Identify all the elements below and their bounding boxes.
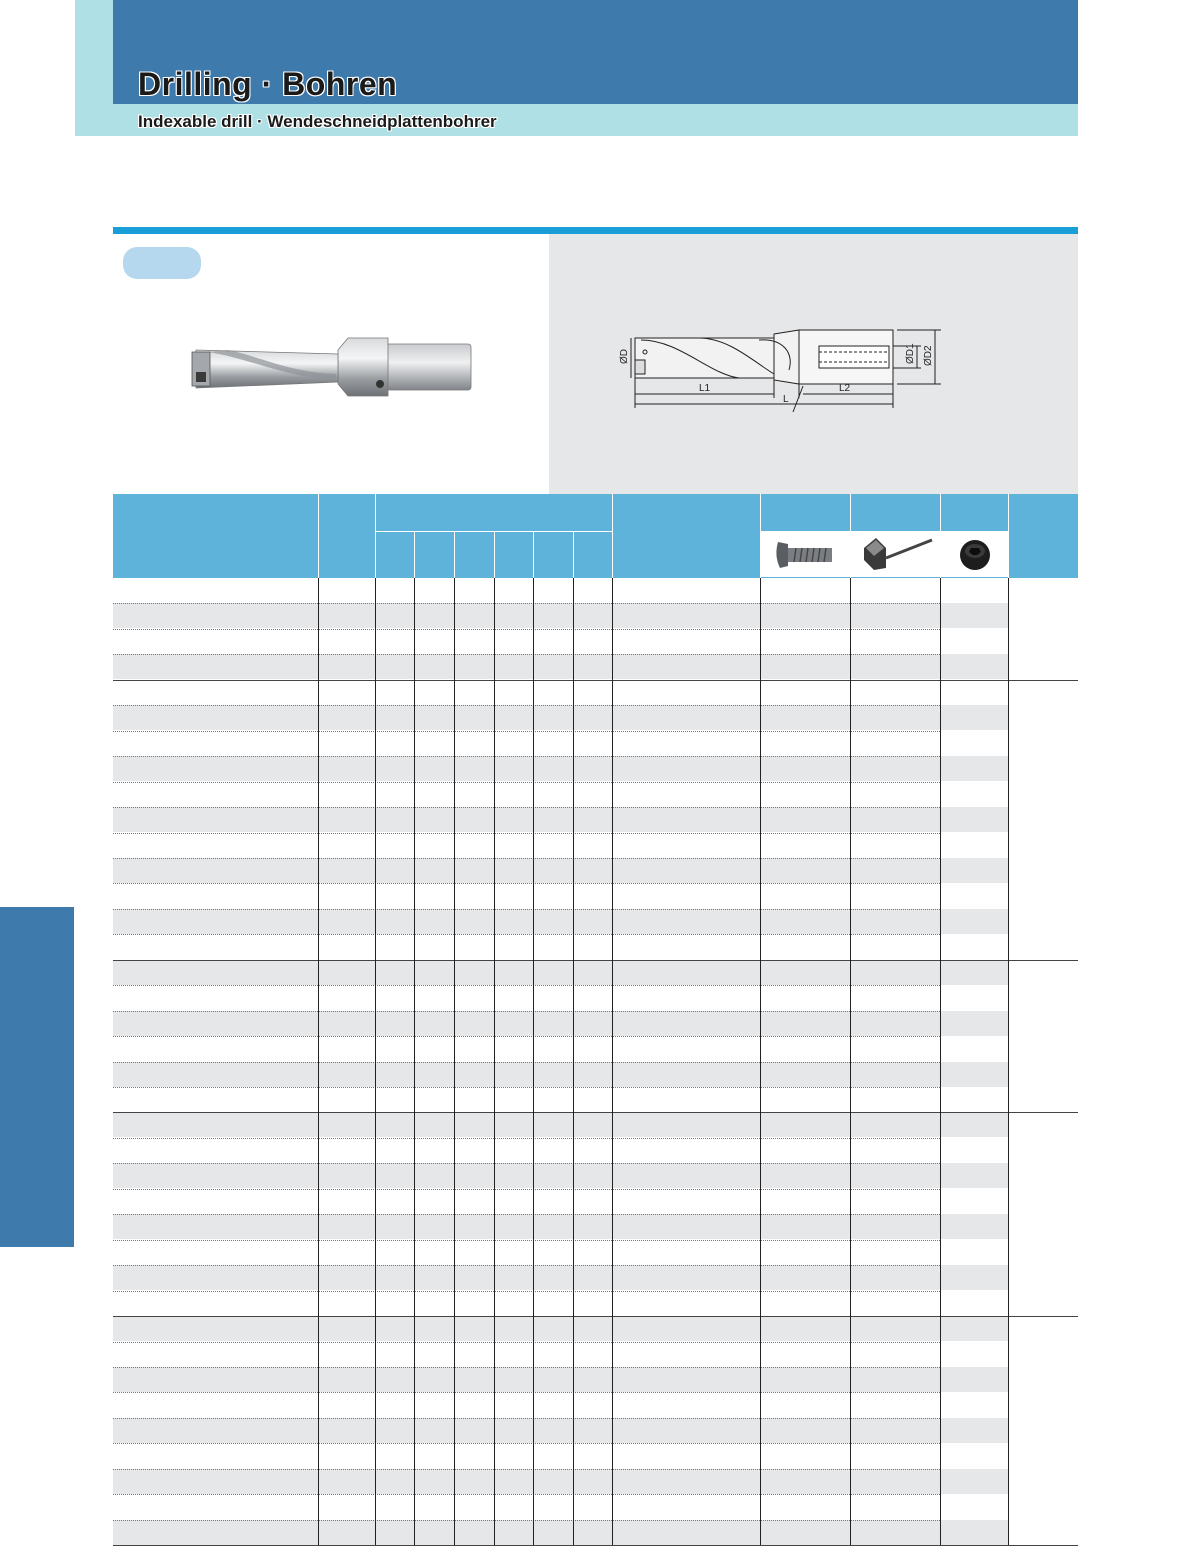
- table-row: [113, 629, 1008, 654]
- table-row: [113, 1036, 1008, 1061]
- header-left-band: [75, 0, 113, 104]
- table-row: [113, 705, 1008, 730]
- dim-label-l2: L2: [839, 383, 851, 394]
- row-divider: [113, 1291, 940, 1292]
- dim-label-d1: ØD1: [905, 343, 916, 364]
- table-row: [113, 858, 1008, 883]
- dim-label-l: L: [783, 394, 789, 405]
- header-divider: [454, 531, 455, 578]
- header-divider: [612, 494, 613, 578]
- table-row: [113, 1189, 1008, 1214]
- table-row: [113, 960, 1008, 985]
- table-row: [113, 807, 1008, 832]
- row-divider: [113, 858, 940, 859]
- row-divider: [113, 909, 940, 910]
- table-row: [113, 1418, 1008, 1443]
- set-screw-icon: [955, 537, 995, 573]
- row-divider: [113, 705, 940, 706]
- header-divider: [318, 494, 319, 578]
- row-divider: [113, 680, 1078, 681]
- dim-label-l1: L1: [699, 383, 711, 394]
- row-divider: [113, 1494, 940, 1495]
- page-subtitle: Indexable drill · Wendeschneidplattenbohrer: [138, 112, 497, 131]
- row-divider: [113, 731, 940, 732]
- table-row: [113, 578, 1008, 603]
- section-label-pill: [123, 247, 201, 279]
- row-divider: [113, 883, 940, 884]
- row-divider: [113, 1011, 940, 1012]
- header-divider: [1008, 494, 1009, 578]
- row-divider: [113, 960, 1078, 961]
- dim-label-d: ØD: [619, 349, 630, 364]
- row-divider: [113, 985, 940, 986]
- row-divider: [113, 1418, 940, 1419]
- column-divider: [414, 578, 415, 1545]
- page-title: Drilling · Bohren: [138, 66, 398, 102]
- chapter-side-tab: [0, 907, 74, 1247]
- row-divider: [113, 782, 940, 783]
- table-row: [113, 1520, 1008, 1545]
- torx-key-icon: [856, 534, 936, 574]
- row-divider: [113, 807, 940, 808]
- table-row: [113, 1112, 1008, 1137]
- table-row: [113, 1291, 1008, 1316]
- column-divider: [573, 578, 574, 1545]
- table-row: [113, 1087, 1008, 1112]
- table-bottom-rule: [113, 1545, 1078, 1546]
- row-divider: [113, 833, 940, 834]
- row-divider: [113, 1138, 940, 1139]
- column-divider: [850, 578, 851, 1545]
- column-divider: [494, 578, 495, 1545]
- table-row: [113, 1316, 1008, 1341]
- row-divider: [113, 1240, 940, 1241]
- row-divider: [113, 603, 940, 604]
- row-divider: [113, 1036, 940, 1037]
- table-row: [113, 1392, 1008, 1417]
- table-row: [113, 909, 1008, 934]
- column-divider: [612, 578, 613, 1545]
- table-row: [113, 934, 1008, 959]
- header-divider: [573, 531, 574, 578]
- table-row: [113, 782, 1008, 807]
- column-divider: [318, 578, 319, 1545]
- header-divider: [414, 531, 415, 578]
- table-row: [113, 1138, 1008, 1163]
- table-row: [113, 1062, 1008, 1087]
- row-divider: [113, 1087, 940, 1088]
- row-divider: [113, 1367, 940, 1368]
- table-row: [113, 1469, 1008, 1494]
- table-row: [113, 833, 1008, 858]
- table-row: [113, 1342, 1008, 1367]
- table-row: [113, 756, 1008, 781]
- column-divider: [375, 578, 376, 1545]
- header-divider: [494, 531, 495, 578]
- row-divider: [113, 1112, 1078, 1113]
- header-divider: [533, 531, 534, 578]
- dim-label-d2: ØD2: [923, 345, 934, 366]
- table-row: [113, 1240, 1008, 1265]
- row-divider: [113, 1469, 940, 1470]
- column-divider: [454, 578, 455, 1545]
- table-row: [113, 680, 1008, 705]
- row-divider: [113, 1443, 940, 1444]
- row-divider: [113, 756, 940, 757]
- table-row: [113, 1443, 1008, 1468]
- table-row: [113, 1265, 1008, 1290]
- row-divider: [113, 1342, 940, 1343]
- row-divider: [113, 1214, 940, 1215]
- row-divider: [113, 1316, 1078, 1317]
- screw-icon: [772, 536, 840, 574]
- row-divider: [113, 1163, 940, 1164]
- table-row: [113, 603, 1008, 628]
- table-row: [113, 985, 1008, 1010]
- table-row: [113, 654, 1008, 679]
- table-row: [113, 1011, 1008, 1036]
- row-divider: [113, 1265, 940, 1266]
- table-row: [113, 1214, 1008, 1239]
- table-row: [113, 1494, 1008, 1519]
- table-row: [113, 883, 1008, 908]
- drill-photo-icon: [188, 328, 478, 408]
- table-row: [113, 731, 1008, 756]
- column-divider: [1008, 578, 1009, 1545]
- table-row: [113, 1163, 1008, 1188]
- row-divider: [113, 1189, 940, 1190]
- table-row: [113, 1367, 1008, 1392]
- row-divider: [113, 629, 940, 630]
- row-divider: [113, 1062, 940, 1063]
- column-divider: [760, 578, 761, 1545]
- section-rule: [113, 227, 1078, 234]
- row-divider: [113, 1392, 940, 1393]
- column-divider: [533, 578, 534, 1545]
- row-divider: [113, 934, 940, 935]
- row-divider: [113, 654, 940, 655]
- header-divider: [375, 494, 376, 578]
- drill-dimension-diagram: [549, 234, 1078, 494]
- column-divider: [940, 578, 941, 1545]
- row-divider: [113, 1520, 940, 1521]
